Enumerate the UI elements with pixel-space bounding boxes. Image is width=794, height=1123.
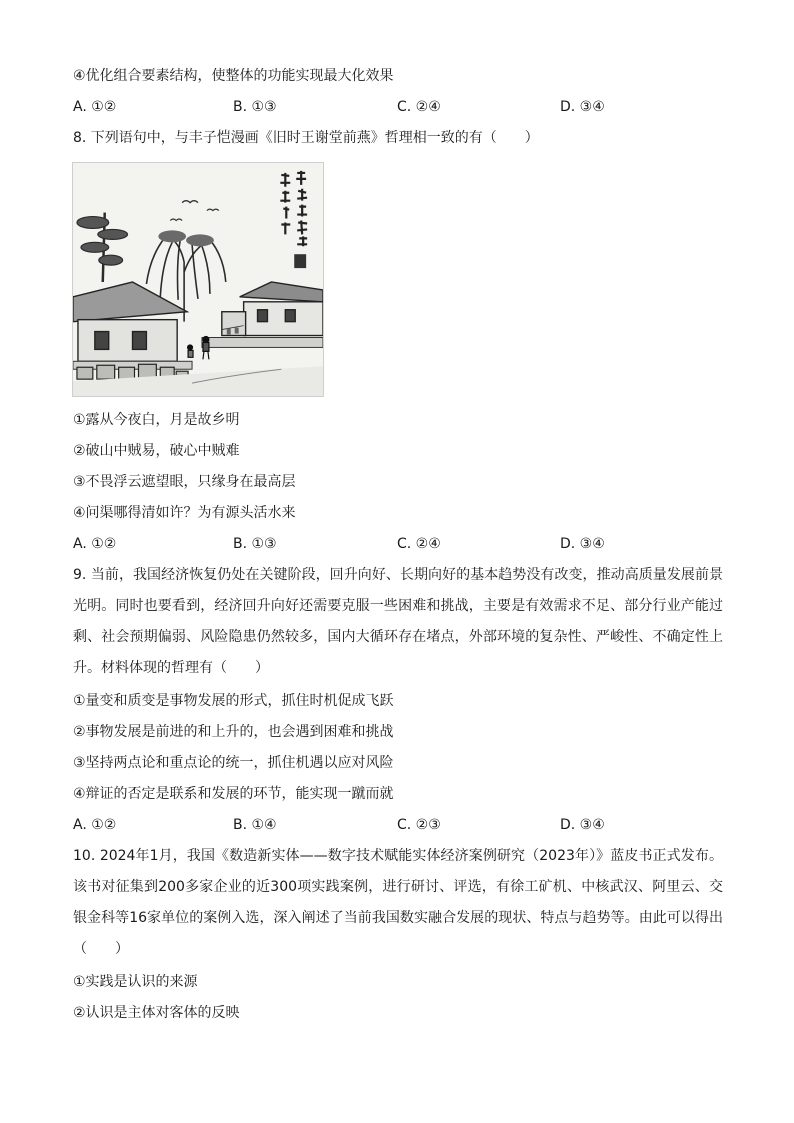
q7-option-a[interactable]: A. ①② [73, 99, 117, 115]
q9-stem: 9. 当前，我国经济恢复仍处在关键阶段，回升向好、长期向好的基本趋势没有改变，推动高质量发展前景光明。同时也要看到，经济回升向好还需要克服一些困难和挑战，主要是有效需求不足、部分行业产能过剩、社会预期偏弱、风险隐患仍然较多，国内大循环存在堵点，外部环境的复杂性、严峻性、不确定性上升。材料体现的哲理有（ ） [73, 567, 723, 676]
q7-option-c[interactable]: C. ②④ [397, 99, 441, 115]
q9-statement-1: ①量变和质变是事物发展的形式，抓住时机促成飞跃 [73, 693, 394, 709]
q9-option-c[interactable]: C. ②③ [397, 817, 441, 833]
q9-options [73, 815, 723, 835]
q7-option-b[interactable]: B. ①③ [233, 99, 277, 115]
cartoon-illustration [72, 162, 324, 397]
q8-statement-1: ①露从今夜白，月是故乡明 [73, 412, 240, 428]
q9-statement-3: ③坚持两点论和重点论的统一，抓住机遇以应对风险 [73, 755, 394, 771]
q10-statement-1: ①实践是认识的来源 [73, 974, 198, 990]
q8-option-a[interactable]: A. ①② [73, 536, 117, 552]
q7-statement-4: ④优化组合要素结构，使整体的功能实现最大化效果 [73, 68, 394, 84]
q9-option-a[interactable]: A. ①② [73, 817, 117, 833]
q10-statement-2: ②认识是主体对客体的反映 [73, 1005, 240, 1021]
q9-option-d[interactable]: D. ③④ [560, 817, 605, 833]
q10-stem: 10. 2024年1月，我国《数造新实体——数字技术赋能实体经济案例研究（2023年）》蓝皮书正式发布。该书对征集到200多家企业的近300项实践案例，进行研讨、评选，有徐工矿机、中核武汉、阿里云、交银金科等16家单位的案例入选，深入阐述了当前我国数实融合发展的现状、特点与趋势等。由此可以得出（ ） [73, 848, 723, 957]
q8-statement-3: ③不畏浮云遮望眼，只缘身在最高层 [73, 474, 296, 490]
q8-statement-4: ④问渠哪得清如许？为有源头活水来 [73, 505, 296, 521]
q8-stem: 8. 下列语句中，与丰子恺漫画《旧时王谢堂前燕》哲理相一致的有（ ） [73, 130, 539, 146]
q8-option-d[interactable]: D. ③④ [560, 536, 605, 552]
q8-options [73, 534, 723, 554]
cartoon-drawing [73, 163, 323, 396]
q8-option-c[interactable]: C. ②④ [397, 536, 441, 552]
q9-option-b[interactable]: B. ①④ [233, 817, 277, 833]
q8-statement-2: ②破山中贼易，破心中贼难 [73, 443, 240, 459]
q9-statement-4: ④辩证的否定是联系和发展的环节，能实现一蹴而就 [73, 786, 394, 802]
q7-options [73, 97, 723, 117]
q9-statement-2: ②事物发展是前进的和上升的，也会遇到困难和挑战 [73, 724, 394, 740]
q8-option-b[interactable]: B. ①③ [233, 536, 277, 552]
q7-option-d[interactable]: D. ③④ [560, 99, 605, 115]
